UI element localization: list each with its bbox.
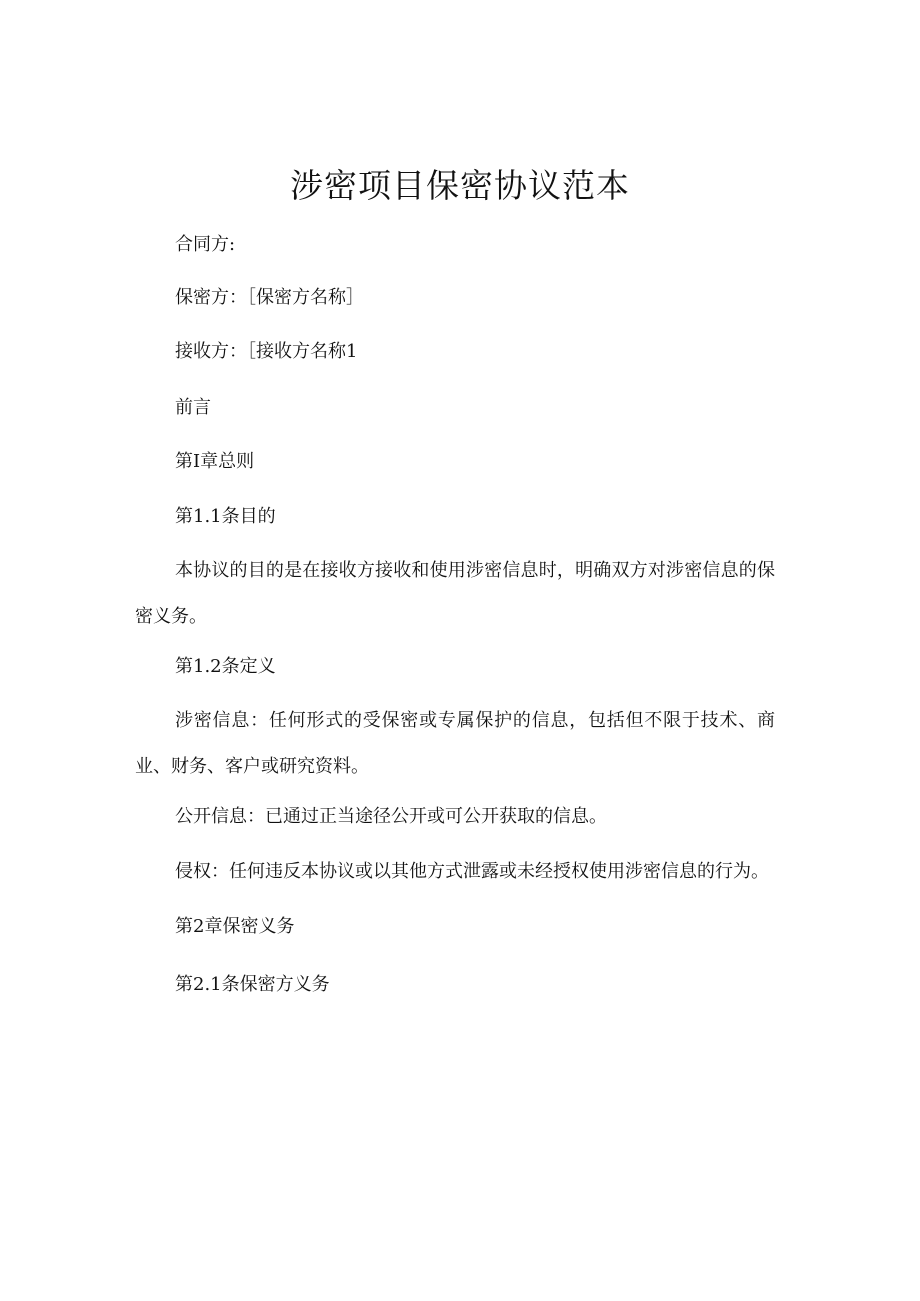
definition-public-info: 公开信息：已通过正当途径公开或可公开获取的信息。 xyxy=(175,806,607,827)
confidential-party-line: 保密方：［保密方名称］ xyxy=(175,287,364,308)
article-2-1-heading: 第2.1条保密方义务 xyxy=(175,974,330,995)
chapter-2-heading: 第2章保密义务 xyxy=(175,916,295,937)
definition-infringement: 侵权：任何违反本协议或以其他方式泄露或未经授权使用涉密信息的行为。 xyxy=(175,861,769,882)
definition-confidential-info: 涉密信息：任何形式的受保密或专属保护的信息，包括但不限于技术、商业、财务、客户或研究资料。 xyxy=(135,710,775,777)
purpose-paragraph: 本协议的目的是在接收方接收和使用涉密信息时，明确双方对涉密信息的保密义务。 xyxy=(135,560,775,627)
article-1-1-heading: 第1.1条目的 xyxy=(175,506,276,527)
article-1-2-heading: 第1.2条定义 xyxy=(175,656,276,677)
receiving-party-line: 接收方：［接收方名称1 xyxy=(175,341,358,362)
contract-parties-label: 合同方: xyxy=(175,234,236,255)
preface-heading: 前言 xyxy=(175,397,211,418)
chapter-1-heading: 第I章总则 xyxy=(175,451,255,472)
document-title: 涉密项目保密协议范本 xyxy=(290,166,630,205)
